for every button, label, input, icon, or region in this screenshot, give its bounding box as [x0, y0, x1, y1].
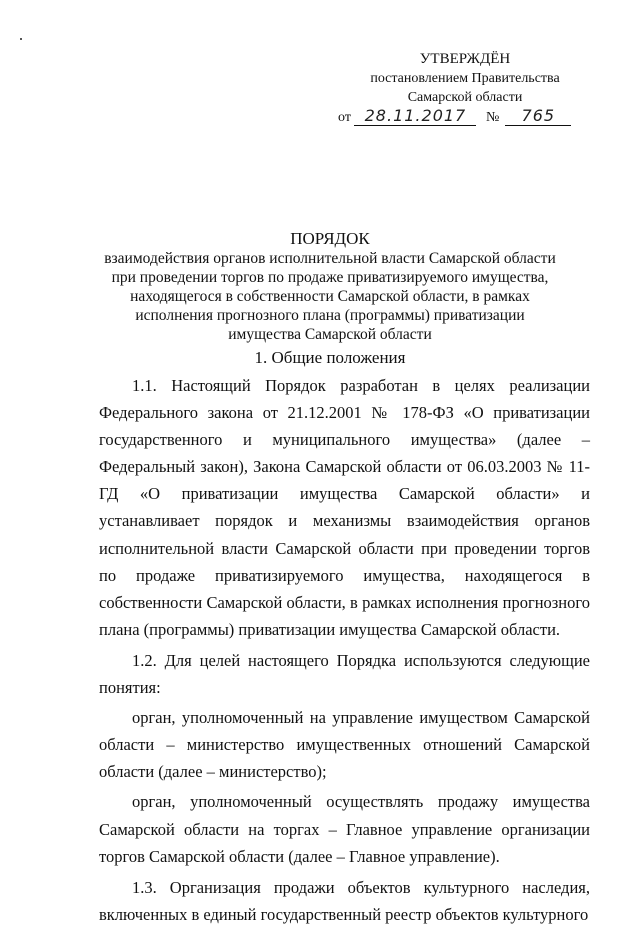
- paragraph-definition-main-department: орган, уполномоченный осуществлять продажу имущества Самарской области на торгах – Главное управление организации торгов Самарской области (далее – Главное управление).: [99, 792, 590, 866]
- decree-number-label: №: [485, 110, 500, 125]
- document-subtitle: взаимодействия органов исполнительной власти Самарской области при проведении торгов по продаже приватизируемого имущества, находящегося в собственности Самарской области, в рамках исполнения прогнозного плана (программы) приватизации имущества Самарской области: [104, 250, 556, 343]
- document-body: [99, 372, 590, 932]
- approval-line-1: постановлением Правительства: [370, 71, 560, 86]
- approval-stamp: [350, 50, 580, 107]
- scan-speck: [20, 38, 22, 40]
- paragraph-1-2: 1.2. Для целей настоящего Порядка используются следующие понятия:: [99, 650, 590, 698]
- decree-number-handwritten: 765: [505, 106, 571, 126]
- paragraph-1-1: 1.1. Настоящий Порядок разработан в целях реализации Федерального закона от 21.12.2001 № 178-ФЗ «О приватизации государственного и муниципального имущества» (далее – Федеральный закон), Закона Самарской области от 06.03.2003 № 11-ГД «О приватизации имущества Самарской области» и устанавливает порядок и механизмы взаимодействия органов исполнительной власти Самарской области при проведении торгов по продаже приватизируемого имущества, находящегося в собственности Самарской области, в рамках исполнения прогнозного плана (программы) приватизации имущества Самарской области.: [99, 376, 590, 639]
- paragraph-definition-ministry: орган, уполномоченный на управление имуществом Самарской области – министерство имущественных отношений Самарской области (далее – министерство);: [99, 708, 590, 782]
- approval-title: УТВЕРЖДЁН: [419, 51, 511, 67]
- decree-reference: [338, 106, 588, 126]
- approval-line-2: Самарской области: [407, 90, 523, 105]
- decree-date-handwritten: 28.11.2017: [354, 106, 476, 126]
- document-title: ПОРЯДОК: [290, 229, 370, 248]
- paragraph-1-3: 1.3. Организация продажи объектов культурного наследия, включенных в единый государственный реестр объектов культурного: [99, 877, 590, 924]
- document-heading: [100, 229, 560, 344]
- section-title: 1. Общие положения: [254, 348, 406, 367]
- decree-prefix: от: [338, 110, 351, 125]
